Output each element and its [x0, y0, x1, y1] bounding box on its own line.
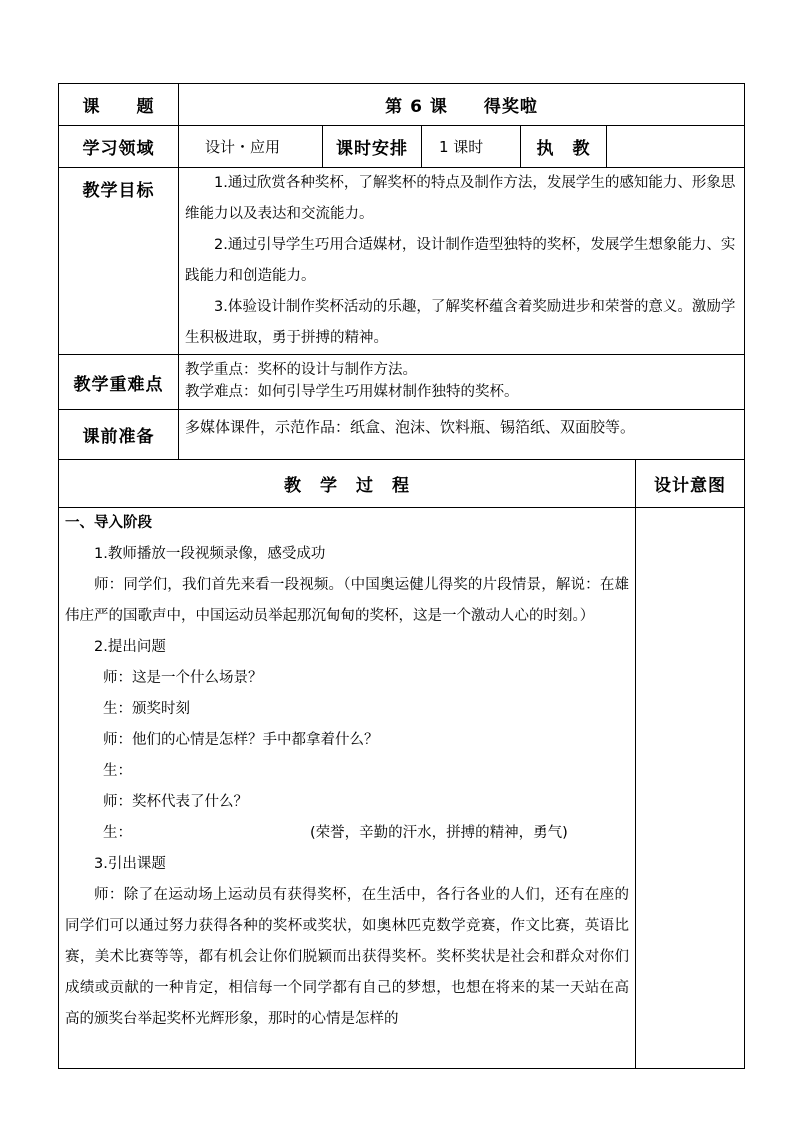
- domain-label: 学习领域: [59, 126, 179, 167]
- objectives-label: 教学目标: [59, 168, 179, 354]
- answer-3-prefix: 生：: [103, 825, 132, 841]
- topic-value: 第 6 课 得奖啦: [385, 97, 538, 117]
- topic-row: [59, 84, 744, 126]
- topic-label: 课 题: [59, 84, 179, 125]
- prep-row: [59, 410, 744, 460]
- objective-1: 1.通过欣赏各种奖杯，了解奖杯的特点及制作方法，发展学生的感知能力、形象思维能力以及表达和交流能力。: [185, 175, 736, 222]
- step-3-text: 师：除了在运动场上运动员有获得奖杯，在生活中，各行各业的人们，还有在座的同学们可以通过努力获得各种的奖杯或奖状，如奥林匹克数学竞赛，作文比赛，英语比赛，美术比赛等等，都有机会让你们脱颖而出获得奖杯。奖杯奖状是社会和群众对你们成绩或贡献的一种肯定，相信每一个同学都有自己的梦想，也想在将来的某一天站在高高的颁奖台举起奖杯光辉形象，那时的心情是怎样的: [65, 887, 629, 1027]
- process-header: 教 学 过 程: [59, 460, 636, 507]
- process-body-row: [59, 508, 744, 1068]
- teacher-label: 执 教: [521, 126, 607, 167]
- answer-3: [59, 818, 635, 849]
- schedule-value: 1 课时: [422, 126, 521, 167]
- question-3: 师：奖杯代表了什么？: [103, 794, 248, 810]
- keypoint-main: 教学重点：奖杯的设计与制作方法。: [185, 362, 417, 378]
- prep-value: 多媒体课件，示范作品：纸盒、泡沫、饮料瓶、锡箔纸、双面胶等。: [185, 418, 636, 436]
- step-3: 3.引出课题: [94, 856, 166, 872]
- schedule-label: 课时安排: [323, 126, 422, 167]
- question-1: 师：这是一个什么场景？: [103, 670, 263, 686]
- objectives-content: [179, 168, 744, 354]
- answer-1: 生：颁奖时刻: [103, 701, 190, 717]
- domain-value: 设计・应用: [179, 126, 323, 167]
- answer-3-text: (荣誉，辛勤的汗水，拼搏的精神，勇气): [310, 825, 568, 841]
- step-1: 1.教师播放一段视频录像，感受成功: [94, 546, 326, 562]
- keypoint-difficulty: 教学难点：如何引导学生巧用媒材制作独特的奖杯。: [185, 384, 519, 400]
- objective-3: 3.体验设计制作奖杯活动的乐趣，了解奖杯蕴含着奖励进步和荣誉的意义。激励学生积极进取，勇于拼搏的精神。: [185, 299, 736, 346]
- intent-content: [636, 508, 744, 1068]
- keypoints-content: [179, 355, 744, 409]
- prep-label: 课前准备: [59, 410, 179, 459]
- process-content: [59, 508, 636, 1068]
- step-2: 2.提出问题: [94, 639, 166, 655]
- step-1-text: 师：同学们，我们首先来看一段视频。（中国奥运健儿得奖的片段情景，解说：在雄伟庄严的国歌声中，中国运动员举起那沉甸甸的奖杯，这是一个激动人心的时刻。）: [65, 577, 629, 624]
- objectives-row: [59, 168, 744, 355]
- keypoints-row: [59, 355, 744, 410]
- objective-2: 2.通过引导学生巧用合适媒材，设计制作造型独特的奖杯，发展学生想象能力、实践能力和创造能力。: [185, 237, 736, 284]
- domain-row: [59, 126, 744, 168]
- lesson-plan-table: [58, 83, 745, 1069]
- section-intro: 一、导入阶段: [65, 515, 152, 531]
- process-header-row: [59, 460, 744, 508]
- answer-2: 生：: [103, 763, 132, 779]
- teacher-value: [607, 126, 744, 167]
- intent-header: 设计意图: [654, 476, 726, 496]
- question-2: 师：他们的心情是怎样？手中都拿着什么？: [103, 732, 379, 748]
- keypoints-label: 教学重难点: [59, 355, 179, 409]
